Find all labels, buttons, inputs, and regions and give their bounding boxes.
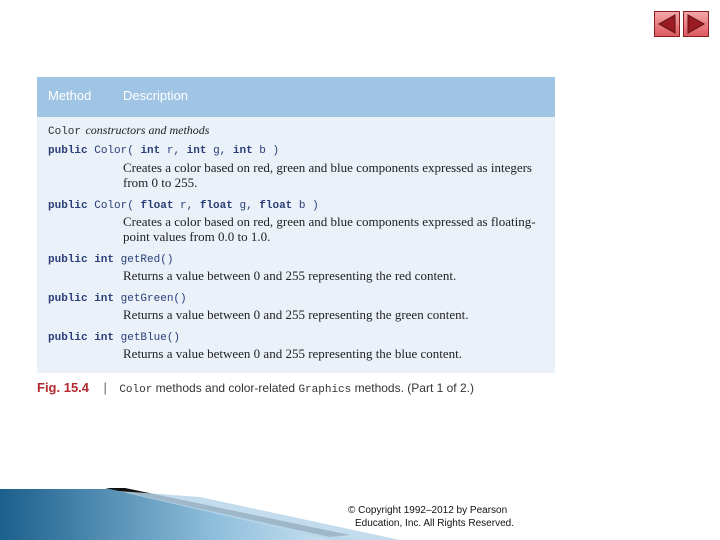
signature-token: Color( [94, 145, 141, 157]
method-signature [48, 195, 319, 213]
signature-token: getBlue() [120, 332, 181, 344]
triangle-left-icon [655, 12, 679, 36]
signature-token: float [259, 200, 299, 212]
signature-token: public [48, 145, 95, 157]
table-header [37, 77, 555, 117]
signature-token: int [232, 145, 260, 157]
signature-token: public int [48, 332, 121, 344]
caption-text-1: methods and color-related [152, 381, 299, 395]
caption-separator: | [103, 380, 107, 395]
signature-token: g, [239, 200, 260, 212]
signature-token: int [140, 145, 167, 157]
method-description: Returns a value between 0 and 255 representing the green content. [123, 307, 469, 322]
signature-token: Color( [94, 200, 141, 212]
header-method: Method [48, 88, 92, 103]
caption-text-2: methods. (Part 1 of 2.) [351, 381, 474, 395]
copyright-line-2: Education, Inc. All Rights Reserved. [355, 518, 514, 529]
method-description: Creates a color based on red, green and blue components expressed as floating-point values from 0.0 to 1.0. [123, 214, 536, 244]
previous-slide-button[interactable] [654, 11, 680, 37]
method-description: Returns a value between 0 and 255 representing the blue content. [123, 346, 462, 361]
signature-token: public [48, 200, 95, 212]
signature-token: getRed() [120, 254, 174, 266]
figure-number: Fig. 15.4 [37, 380, 90, 395]
method-description: Returns a value between 0 and 255 representing the red content. [123, 268, 457, 283]
signature-token: public int [48, 293, 121, 305]
method-signature [48, 327, 180, 345]
next-slide-button[interactable] [683, 11, 709, 37]
section-class-name: Color [48, 126, 82, 138]
methods-table [37, 77, 555, 373]
caption-code-color: Color [119, 384, 153, 396]
method-signature [48, 288, 187, 306]
signature-token: b ) [298, 200, 319, 212]
signature-token: public int [48, 254, 121, 266]
copyright-line-1: © Copyright 1992–2012 by Pearson [348, 505, 508, 516]
caption-code-graphics: Graphics [298, 384, 352, 396]
slide-nav [654, 11, 709, 37]
copyright-notice [348, 504, 528, 530]
signature-token: float [140, 200, 181, 212]
signature-token: g, [213, 145, 233, 157]
signature-token: b ) [259, 145, 280, 157]
section-label: constructors and methods [85, 123, 210, 137]
figure-caption [37, 379, 474, 397]
header-description: Description [123, 88, 189, 103]
signature-token: getGreen() [120, 293, 187, 305]
method-description: Creates a color based on red, green and blue components expressed as integers from 0 to 255. [123, 160, 532, 190]
method-signature [48, 249, 173, 267]
signature-token: float [199, 200, 240, 212]
signature-token: r, [166, 145, 187, 157]
signature-token: r, [180, 200, 200, 212]
section-heading [48, 121, 209, 139]
signature-token: int [186, 145, 214, 157]
method-signature [48, 140, 279, 158]
triangle-right-icon [684, 12, 708, 36]
